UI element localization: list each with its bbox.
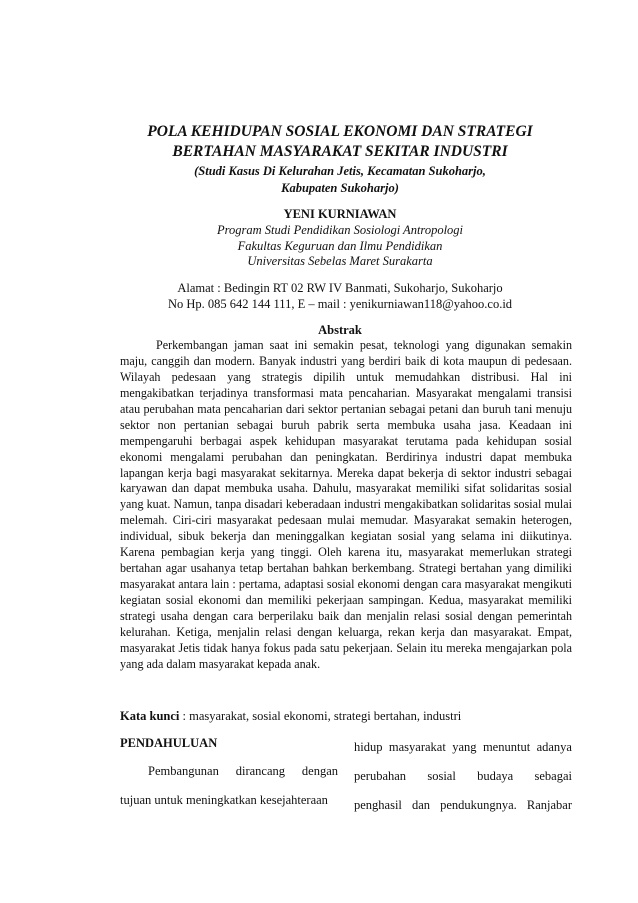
author-university: Universitas Sebelas Maret Surakarta [247, 254, 433, 268]
author-faculty: Fakultas Keguruan dan Ilmu Pendidikan [237, 239, 443, 253]
intro-right-column [354, 733, 572, 820]
keywords-text: : masyarakat, sosial ekonomi, strategi bertahan, industri [179, 709, 462, 723]
keywords-label: Kata kunci [120, 709, 180, 723]
abstract-text: Perkembangan jaman saat ini semakin pesat, teknologi yang digunakan semakin maju, canggih dan modern. Banyak industri yang berdiri baik di kota maupun di pedesaan. Wilayah pedesaan yang strategis dipilih untuk memudahkan distribusi. Hal ini mengakibatkan terjadinya transformasi mata pencaharian. Masyarakat mengalami transisi atau perubahan mata pencaharian dari sektor pertanian sebagai petani dan buruh tani menuju sektor non pertanian sebagai buruh pabrik serta membuka usaha jasa. Keadaan ini mempengaruhi berbagai aspek kehidupan masyarakat terutama pada kehidupan sosial ekonomi mengalami perubahan dan peningkatan. Berdirinya industri dapat membuka lapangan kerja bagi masyarakat sekitarnya. Mereka dapat bekerja di sektor industri sebagai karyawan dan dapat membuka usaha. Dahulu, masyarakat memiliki sifat solidaritas sosial yang kuat. Namun, tanpa disadari keberadaan industri mengakibatkan solidaritas sosial mulai melemah. Ciri-ciri masyarakat pedesaan mulai memudar. Masyarakat semakin heterogen, individual, sibuk bekerja dan meninggalkan kegiatan sosial yang selama ini diikutinya. Karena pembagian kerja yang tinggi. Oleh karena itu, masyarakat memerlukan strategi bertahan agar usahanya tetap bertahan bahkan berkembang. Strategi bertahan yang dimiliki masyarakat antara lain : pertama, adaptasi sosial ekonomi dengan cara masyarakat mengikuti kegiatan sosial ekonomi dan memiliki pekerjaan sampingan. Kedua, masyarakat memiliki strategi usaha dengan cara berperilaku baik dan menjalin relasi sosial dengan pemerintah kelurahan. Ketiga, menjalin relasi dengan keluarga, rekan kerja dan masyarakat. Empat, masyarakat Jetis tidak hanya fokus pada satu pekerjaan. Selain itu mereka mengajarkan pola yang ada dalam masyarakat kepada anak. [120, 338, 572, 671]
intro-heading: PENDAHULUAN [120, 736, 218, 750]
intro-left-column [120, 735, 338, 815]
author-program: Program Studi Pendidikan Sosiologi Antropologi [216, 223, 464, 237]
paper-subtitle-line-2: Kabupaten Sukoharjo) [281, 181, 399, 195]
author-name: YENI KURNIAWAN [283, 207, 397, 221]
intro-right-line-3: penghasil dan pendukungnya. Ranjabar [354, 798, 572, 812]
abstract-body [120, 338, 572, 673]
paper-subtitle-line-1: (Studi Kasus Di Kelurahan Jetis, Kecamatan Sukoharjo, [194, 164, 486, 178]
abstract-heading: Abstrak [318, 323, 362, 337]
intro-right-line-1: hidup masyarakat yang menuntut adanya [354, 740, 572, 754]
paper-title-line-1: POLA KEHIDUPAN SOSIAL EKONOMI DAN STRATEGI [147, 123, 533, 140]
keywords [120, 708, 572, 724]
intro-left-text: Pembangunan dirancang dengan tujuan untuk meningkatkan kesejahteraan [120, 764, 338, 807]
paper-title-line-2: BERTAHAN MASYARAKAT SEKITAR INDUSTRI [172, 143, 508, 160]
intro-right-line-2: perubahan sosial budaya sebagai [354, 769, 572, 783]
intro-left-paragraph [120, 757, 338, 815]
author-address: Alamat : Bedingin RT 02 RW IV Banmati, Sukoharjo, Sukoharjo [177, 281, 503, 295]
author-phone-email: No Hp. 085 642 144 111, E – mail : yenikurniawan118@yahoo.co.id [167, 297, 513, 311]
